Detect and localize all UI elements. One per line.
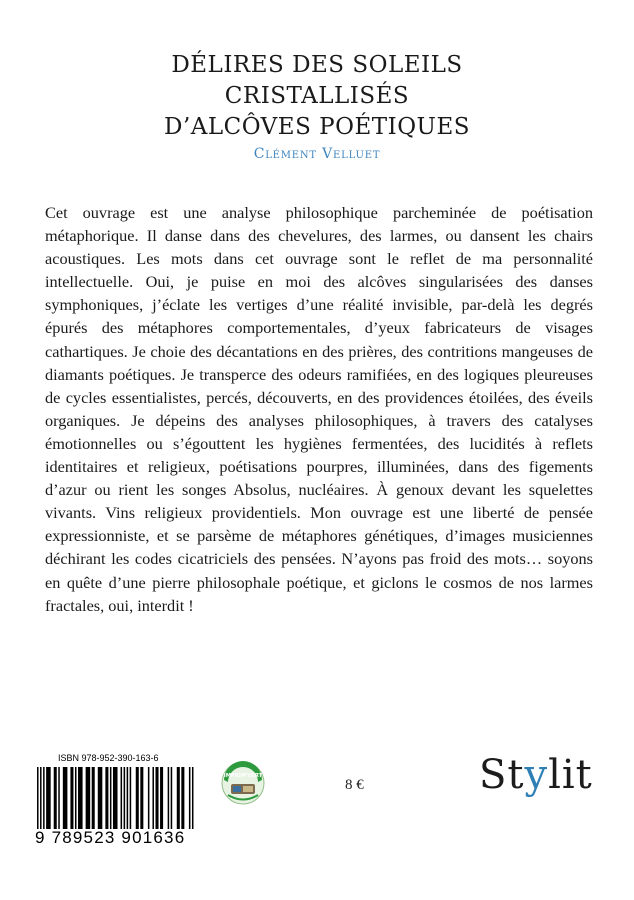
barcode-bar <box>189 767 191 829</box>
barcode-bar <box>156 767 159 829</box>
barcode-bar <box>75 767 77 829</box>
publisher-logo-end: lit <box>548 752 593 798</box>
barcode-bar <box>92 767 95 829</box>
barcode-bar <box>130 767 132 829</box>
barcode-bar <box>98 767 103 829</box>
barcode-bar <box>127 767 129 829</box>
book-title <box>0 50 634 143</box>
barcode-bar <box>171 767 173 829</box>
barcode-bar <box>54 767 57 829</box>
barcode-bar <box>140 767 143 829</box>
eco-label: IMPRIM'VERT <box>223 773 263 779</box>
publisher-logo-start: St <box>479 752 525 798</box>
title-line-3: D’ALCÔVES POÉTIQUES <box>164 114 470 140</box>
title-line-1: DÉLIRES DES SOLEILS <box>171 52 463 78</box>
barcode-bar <box>86 767 91 829</box>
title-line-2: CRISTALLISÉS <box>224 83 410 109</box>
barcode-bar <box>124 767 126 829</box>
barcode-bar <box>136 767 139 829</box>
author-name: Clément Velluet <box>253 146 381 162</box>
barcode-bar <box>78 767 83 829</box>
barcode-bar <box>46 767 51 829</box>
isbn-label: ISBN 978-952-390-163-6 <box>58 753 159 763</box>
barcode-bar <box>58 767 60 829</box>
barcode-bar <box>168 767 170 829</box>
barcode-icon <box>37 767 195 829</box>
barcode-bar <box>63 767 68 829</box>
barcode-bar <box>181 767 184 829</box>
barcode-bar <box>37 767 39 829</box>
barcode-bar <box>192 767 194 829</box>
barcode-bar <box>40 767 42 829</box>
barcode-bar <box>177 767 180 829</box>
publisher-logo-accent: y <box>524 752 549 798</box>
price-label: 8 € <box>345 777 364 793</box>
barcode-digits: 9 789523 901636 <box>35 828 186 847</box>
barcode-bar <box>110 767 112 829</box>
barcode-bar <box>121 767 123 829</box>
barcode-bar <box>113 767 118 829</box>
publisher-logo <box>479 752 593 798</box>
imprim-vert-logo-icon <box>220 760 266 806</box>
back-cover-summary: Cet ouvrage est une analyse philosophique parcheminée de poétisation métaphorique. Il danse dans des chevelures, des larmes, ou dansent les chairs acoustiques. Les mots dans cet ouvrage sont le reflet de ma personnalité intellectuelle. Oui, je puise en moi des alcôves singularisées des danses symphoniques, j’éclate les vertiges d’une réalité invisible, par-delà les degrés épurés des métaphores comportementales, d’yeux fabricateurs de visages cathartiques. Je choie des décantations en des prières, des contritions mangeuses de diamants poétiques. Je transperce des odeurs ramifiées, en des logiques pleureuses de cycles essentialistes, percés, découverts, en des providences étoilées, des éveils organiques. Je dépeins des analyses philosophiques, à travers des catalyses émotionnelles ou s’égouttent les hygiènes fermentées, des lucidités à reflets identitaires et religieux, poétisations pourpres, illuminées, dans des figements d’azur ou rient les songes Absolus, nucléaires. À genoux devant les squelettes vivants. Vins religieux providentiels. Mon ouvrage est une liberté de pensée expressionniste, et se parsème de métaphores génétiques, d’images musiciennes déchirant les codes cicatriciels des pensées. N’ayons pas froid des mots… soyons en quête d’une pierre philosophale poétique, et giclons le cosmos de nos larmes fractales, oui, interdit ! <box>45 203 593 615</box>
barcode-bar <box>43 767 45 829</box>
barcode-bar <box>160 767 163 829</box>
barcode-bar <box>148 767 150 829</box>
barcode-bar <box>105 767 108 829</box>
barcode-bar <box>152 767 154 829</box>
barcode-bar <box>70 767 73 829</box>
